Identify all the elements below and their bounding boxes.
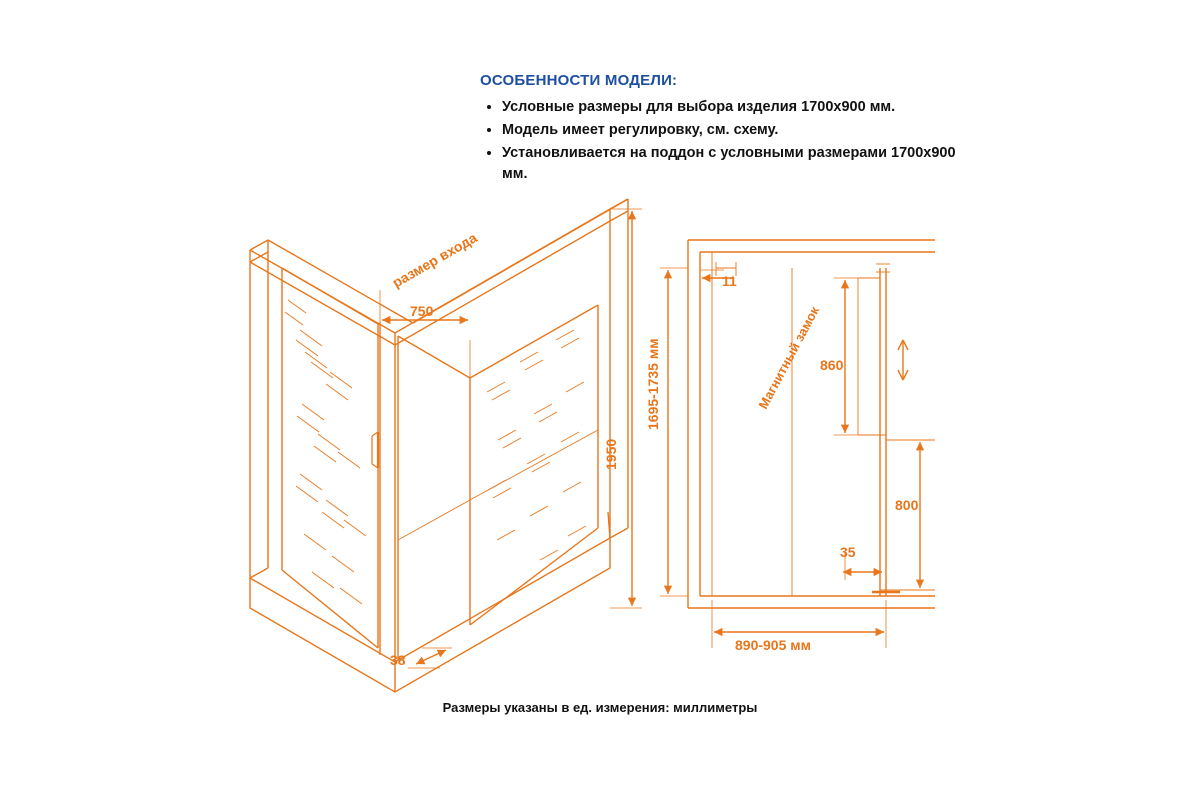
label-height-range: 1695-1735 мм [645, 338, 661, 430]
label-11: 11 [722, 273, 737, 289]
dimension-panel-800 [886, 440, 930, 590]
label-38: 38 [390, 652, 406, 668]
label-750: 750 [410, 303, 434, 319]
label-35: 35 [840, 544, 856, 560]
dimension-height-1950 [610, 209, 642, 608]
isometric-view [250, 199, 628, 692]
section-view [688, 240, 935, 608]
feature-item: • Установливается на поддон с условными размерами 1700x900 мм. [502, 143, 980, 185]
label-magnetic-lock: Магнитный замок [755, 303, 823, 412]
label-1950: 1950 [603, 438, 619, 470]
units-note: Размеры указаны в ед. измерения: миллиметры [442, 700, 758, 715]
feature-item: • Условные размеры для выбора изделия 1700x900 мм. [502, 97, 980, 118]
label-entrance: размер входа [389, 229, 480, 291]
label-800: 800 [895, 497, 919, 513]
label-width-range: 890-905 мм [735, 637, 811, 653]
label-860: 860 [820, 357, 844, 373]
feature-item: • Модель имеет регулировку, см. схему. [502, 120, 980, 141]
features-title: ОСОБЕННОСТИ МОДЕЛИ: [480, 72, 678, 89]
dimension-height-range [660, 268, 688, 596]
adjustment-arrow [898, 340, 908, 380]
